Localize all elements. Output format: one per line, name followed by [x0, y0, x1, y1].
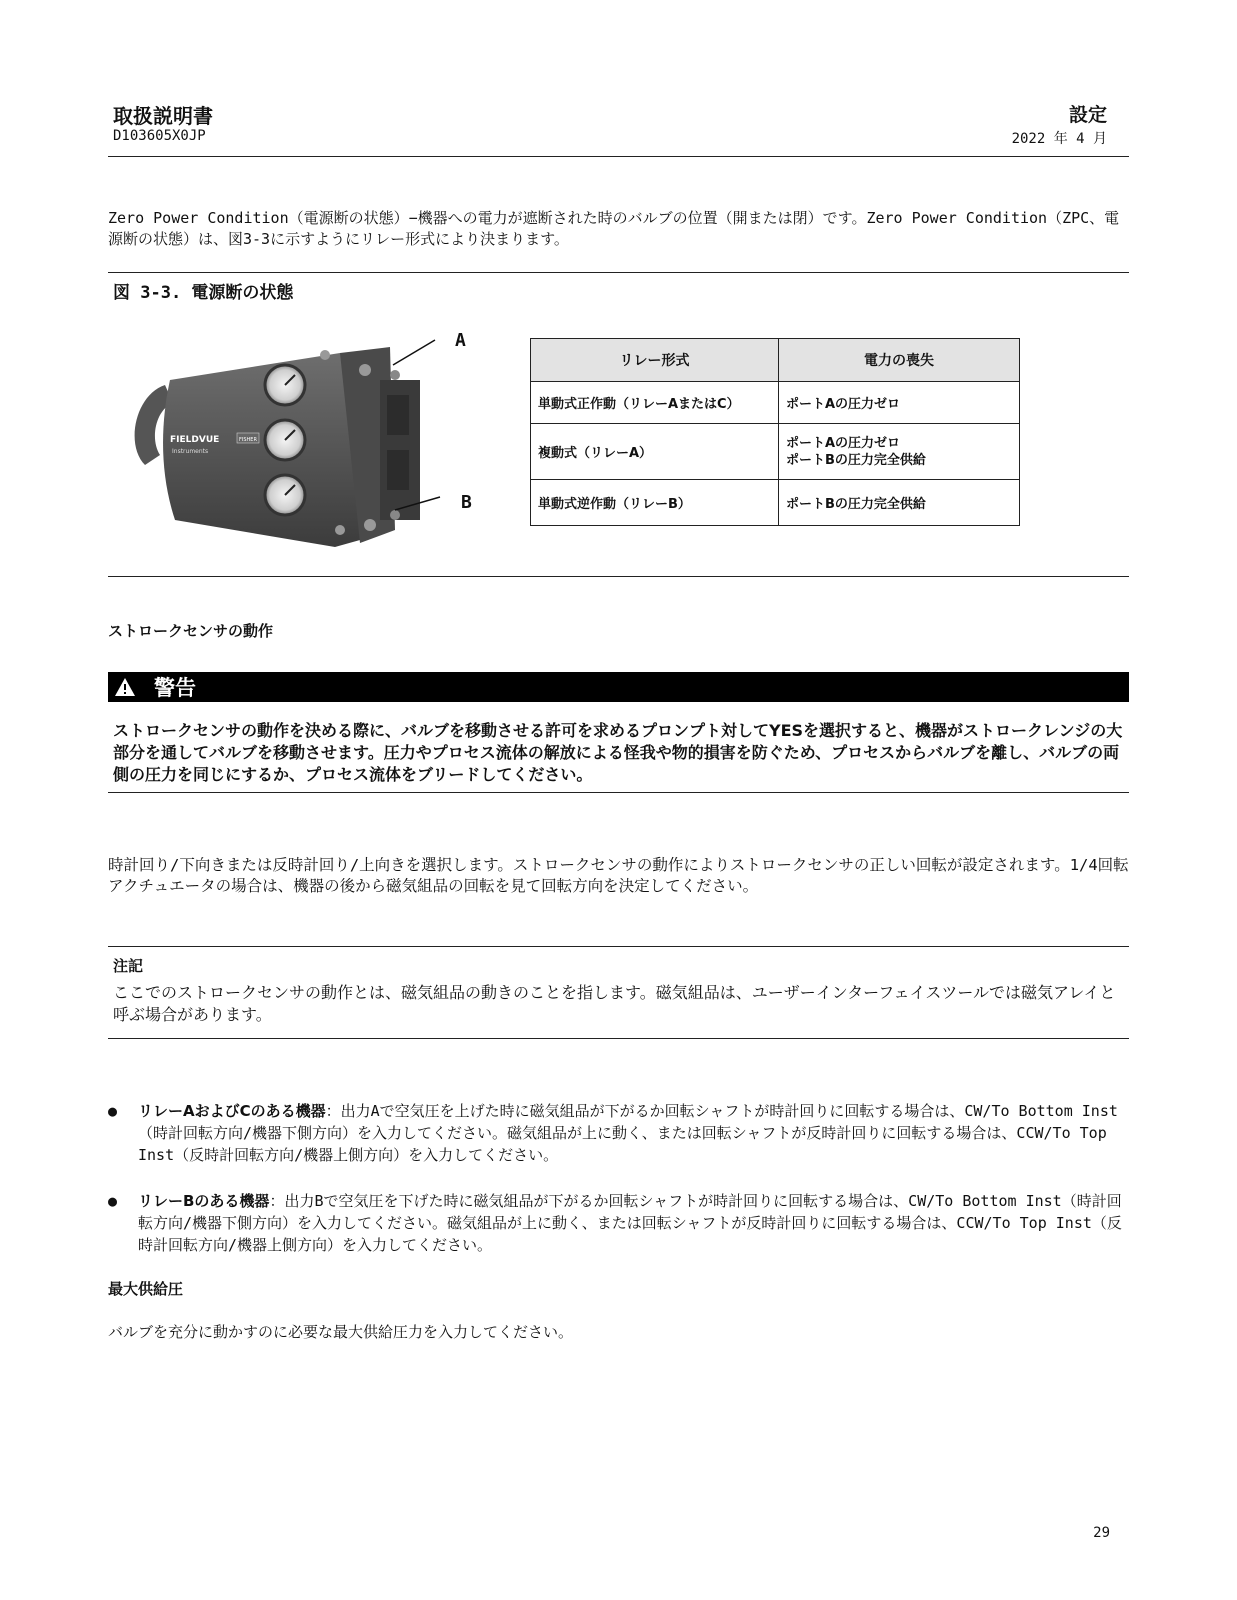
- bullet-icon: ●: [108, 1192, 118, 1210]
- brand-sub-label: Instruments: [172, 448, 209, 455]
- column-header-power-loss: 電力の喪失: [779, 339, 1020, 382]
- gauge-bottom-icon: [265, 475, 305, 515]
- bullet-lead: リレーBのある機器: [138, 1192, 270, 1210]
- gauge-top-icon: [265, 365, 305, 405]
- positioner-illustration: [125, 325, 480, 565]
- figure-bottom-divider: [108, 576, 1129, 577]
- max-supply-heading: 最大供給圧: [108, 1280, 184, 1298]
- power-loss-cell: ポートAの圧力ゼロ: [779, 382, 1020, 424]
- power-loss-cell: ポートAの圧力ゼロ ポートBの圧力完全供給: [779, 424, 1020, 480]
- note-bottom-divider: [108, 1038, 1129, 1039]
- document-date: 2022 年 4 月: [1011, 131, 1107, 147]
- warning-title: 警告: [154, 676, 196, 700]
- bullet-text: ：出力Bで空気圧を下げた時に磁気組品が下がるか回転シャフトが時計回りに回転する場合は、CW/To Bottom Inst（時計回転方向/機器下側方向）を入力してください。磁気組品が上に動く、または回転シャフトが反時計回りに回転する場合は、CCW/To Top Inst（反時計回転方向/機器上側方向）を入力してください。: [138, 1192, 1122, 1254]
- column-header-relay: リレー形式: [531, 339, 779, 382]
- table-row: [531, 480, 1020, 526]
- figure-top-divider: [108, 272, 1129, 273]
- note-label: 注記: [113, 957, 144, 975]
- table-row: [531, 424, 1020, 480]
- warning-banner: [108, 672, 1129, 702]
- maker-label: FISHER: [239, 437, 257, 443]
- document-title: 取扱説明書: [113, 104, 213, 128]
- header-divider: [108, 156, 1129, 157]
- bullet-lead: リレーAおよびCのある機器: [138, 1102, 326, 1120]
- table-header-row: [531, 339, 1020, 382]
- warning-divider: [108, 792, 1129, 793]
- note-text: ここでのストロークセンサの動作とは、磁気組品の動きのことを指します。磁気組品は、ユーザーインターフェイスツールでは磁気アレイと呼ぶ場合があります。: [113, 983, 1116, 1024]
- figure-title: 図 3-3. 電源断の状態: [113, 283, 294, 303]
- relay-table: [530, 338, 1020, 526]
- port-a-label: A: [455, 330, 466, 351]
- table-row: [531, 382, 1020, 424]
- stroke-sensor-heading: ストロークセンサの動作: [108, 622, 274, 640]
- warning-triangle-icon: [114, 677, 136, 697]
- relay-cell: 単動式逆作動（リレーB）: [531, 480, 779, 526]
- document-code: D103605X0JP: [113, 128, 206, 144]
- bullet-icon: ●: [108, 1102, 118, 1120]
- bullet-text: ：出力Aで空気圧を上げた時に磁気組品が下がるか回転シャフトが時計回りに回転する場合は、CW/To Bottom Inst（時計回転方向/機器下側方向）を入力してください。磁気組品が上に動く、または回転シャフトが反時計回りに回転する場合は、CCW/To Top Inst（反時計回転方向/機器上側方向）を入力してください。: [138, 1102, 1118, 1164]
- power-loss-cell: ポートBの圧力完全供給: [779, 480, 1020, 526]
- list-item: [108, 1190, 1128, 1256]
- max-supply-text: バルブを充分に動かすのに必要な最大供給圧力を入力してください。: [108, 1323, 574, 1341]
- relay-cell: 複動式（リレーA）: [531, 424, 779, 480]
- page-number: 29: [1093, 1525, 1110, 1541]
- port-b-label: B: [461, 492, 472, 513]
- list-item: [108, 1100, 1128, 1166]
- stroke-sensor-body: 時計回り/下向きまたは反時計回り/上向きを選択します。ストロークセンサの動作によりストロークセンサの正しい回転が設定されます。1/4回転アクチュエータの場合は、機器の後から磁気組品の回転を見て回転方向を決定してください。: [108, 856, 1129, 895]
- intro-paragraph: Zero Power Condition（電源断の状態）−機器への電力が遮断された時のバルブの位置（開または閉）です。Zero Power Condition（ZPC、電源断の状態）は、図3-3に示すようにリレー形式により決まります。: [108, 209, 1120, 248]
- note-top-divider: [108, 946, 1129, 947]
- gauge-middle-icon: [265, 420, 305, 460]
- section-title: 設定: [1068, 104, 1107, 126]
- warning-text: ストロークセンサの動作を決める際に、バルブを移動させる許可を求めるプロンプト対してYESを選択すると、機器がストロークレンジの大部分を通してバルブを移動させます。圧力やプロセス流体の解放による怪我や物的損害を防ぐため、プロセスからバルブを離し、バルブの両側の圧力を同じにするか、プロセス流体をブリードしてください。: [113, 721, 1123, 784]
- brand-label: FIELDVUE: [170, 435, 220, 445]
- relay-cell: 単動式正作動（リレーAまたはC）: [531, 382, 779, 424]
